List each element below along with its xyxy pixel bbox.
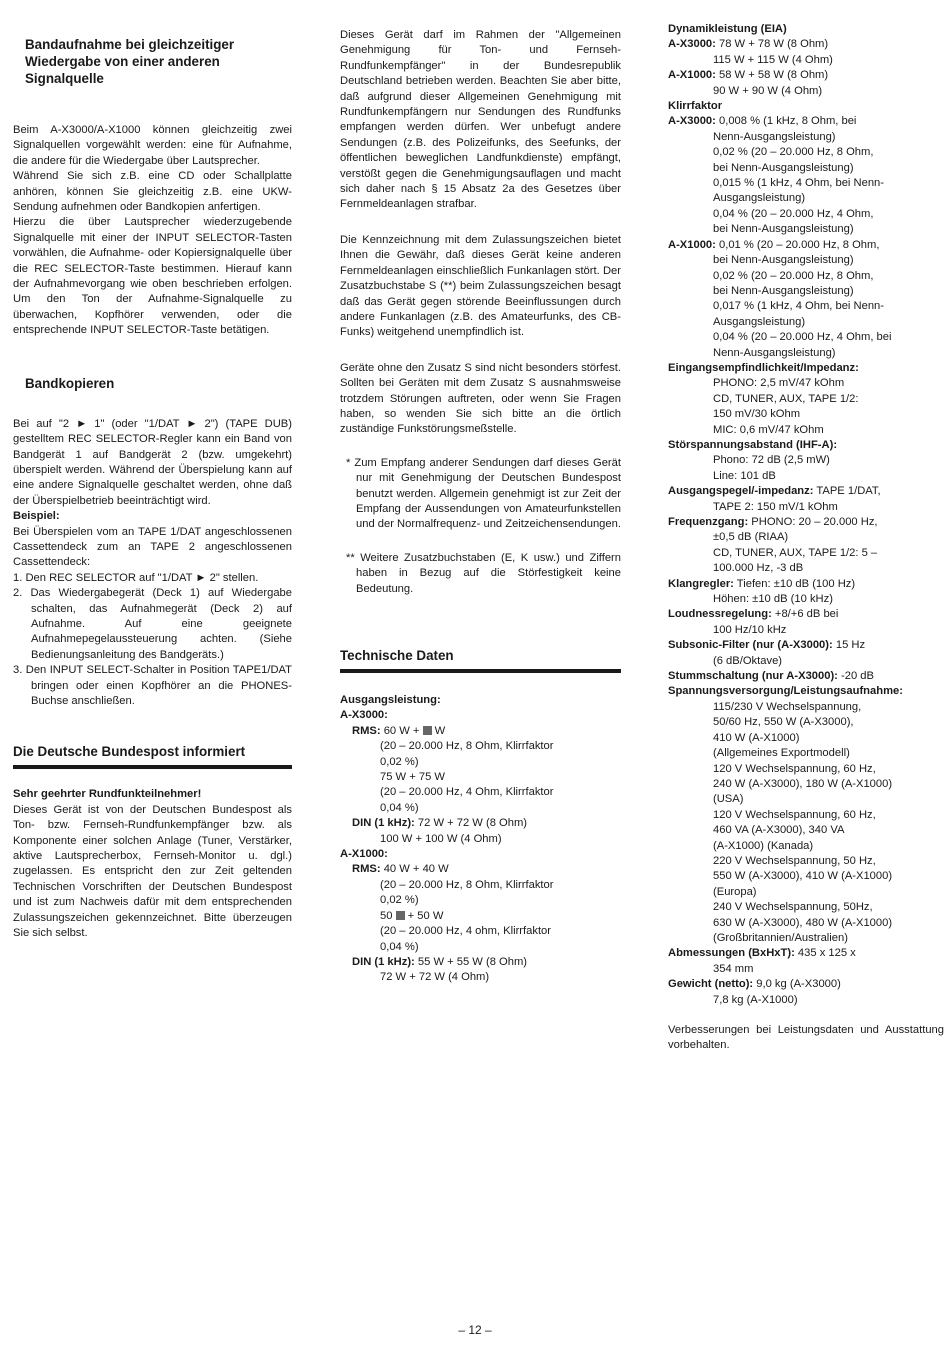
spec-line: 115/230 V Wechselspannung, — [713, 700, 862, 713]
spec-line: 0,02 %) — [380, 894, 419, 907]
footnote: ** Weitere Zusatzbuchstaben (E, K usw.) und Ziffern haben in Bezug auf die Störfestigkeit keine Bedeutung. — [346, 551, 621, 595]
spec-line: 240 W (A-X3000), 180 W (A-X1000) — [713, 777, 893, 790]
spec-line: Phono: 72 dB (2,5 mW) — [713, 454, 830, 467]
spec-line: 100 W + 100 W (4 Ohm) — [380, 832, 502, 845]
spec-line: RMS: 60 W + W — [352, 724, 446, 737]
spec-line: bei Nenn-Ausgangsleistung) — [713, 161, 854, 174]
paragraph: Dieses Gerät darf im Rahmen der "Allgemeinen Genehmigung für Ton- und Fernseh-Rundfunkempfänger" in der Bundesrepublik Deutschland betrieben werden. Beachten Sie aber bitte, daß aufgrund dieser Allgemeinen Genehmigung mit Rundfunkempfängern nur Sendungen des Rundfunks empfangen werden dürfen. Wer unbefugt andere Sendungen (z.B. des Polizeifunks, des Seefunks, der öffentlichen beweglichen Landfunkdienste) empfängt, verstößt gegen die Genehmigungsauflagen und macht sich daher nach § 15 Absatz 2a des Gesetzes über Fernmeldeanlagen strafbar. — [340, 29, 621, 211]
spec-line: 0,04 %) — [380, 940, 419, 953]
spec-line: (Großbritannien/Australien) — [713, 931, 848, 944]
spec-line: A-X3000: 0,008 % (1 kHz, 8 Ohm, bei — [668, 115, 857, 128]
spec-line: 0,017 % (1 kHz, 4 Ohm, bei Nenn- — [713, 300, 884, 313]
spec-line: Ausgangsleistung) — [713, 192, 806, 205]
spec-line: Nenn-Ausgangsleistung) — [713, 130, 836, 143]
spec-line: 354 mm — [713, 962, 754, 975]
spec-line: Abmessungen (BxHxT): 435 x 125 x — [668, 947, 856, 960]
spec-line: (Allgemeines Exportmodell) — [713, 747, 850, 760]
spec-line: 0,015 % (1 kHz, 4 Ohm, bei Nenn- — [713, 177, 884, 190]
spec-line: bei Nenn-Ausgangsleistung) — [713, 284, 854, 297]
spec-label: Ausgangsleistung: — [340, 694, 441, 706]
spec-line: DIN (1 kHz): 72 W + 72 W (8 Ohm) — [352, 817, 527, 830]
spec-line: (A-X1000) (Kanada) — [713, 839, 814, 852]
column-left — [13, 28, 292, 941]
spec-line: TAPE 2: 150 mV/1 kOhm — [713, 500, 838, 513]
spec-line: (20 – 20.000 Hz, 8 Ohm, Klirrfaktor — [380, 878, 554, 891]
spec-line: 0,04 % (20 – 20.000 Hz, 4 Ohm, — [713, 207, 874, 220]
spec-line: A-X1000: 58 W + 58 W (8 Ohm) — [668, 69, 829, 82]
spec-line: Subsonic-Filter (nur (A-X3000): 15 Hz — [668, 639, 866, 652]
paragraph: Geräte ohne den Zusatz S sind nicht besonders störfest. Sollten bei Geräten mit dem Zusatz S ausnahmsweise trotzdem Störungen auftreten, oder wenn Sie Fragen haben, so wenden Sie sich bitte an die örtlich zuständige Funkstörungsmeßstelle. — [340, 361, 621, 436]
spec-label: Dynamikleistung (EIA) — [668, 23, 787, 35]
spec-line: 50 + 50 W — [380, 909, 444, 922]
spec-line: 550 W (A-X3000), 410 W (A-X1000) — [713, 870, 893, 883]
footnote: * Zum Empfang anderer Sendungen darf dieses Gerät nur mit Genehmigung der Deutschen Bundespost benutzt werden. Allgemein genehmigt ist zur Zeit der Empfang der Aussendungen von Amateurfunkstellen und der Normalfrequenz- und Zeitzeichensendungen. — [346, 456, 621, 531]
spec-line: Gewicht (netto): 9,0 kg (A-X3000) — [668, 978, 841, 991]
spec-line: 100 Hz/10 kHz — [713, 623, 787, 636]
spec-line: 0,02 % (20 – 20.000 Hz, 8 Ohm, — [713, 269, 874, 282]
spec-line: 115 W + 115 W (4 Ohm) — [713, 53, 833, 66]
list-item: 1. Den REC SELECTOR auf "1/DAT ► 2" stellen. — [13, 571, 259, 584]
spec-line: Nenn-Ausgangsleistung) — [713, 346, 836, 359]
spec-line: 100.000 Hz, -3 dB — [713, 562, 804, 575]
spec-line: bei Nenn-Ausgangsleistung) — [713, 223, 854, 236]
spec-line: DIN (1 kHz): 55 W + 55 W (8 Ohm) — [352, 955, 527, 968]
heading-technical-data: Technische Daten — [340, 648, 454, 663]
spec-line: 150 mV/30 kOhm — [713, 408, 801, 421]
disclaimer-note: Verbesserungen bei Leistungsdaten und Ausstattung vorbehalten. — [668, 1024, 944, 1052]
spec-line: Ausgangsleistung) — [713, 315, 806, 328]
heading-tape-dubbing: Bandkopieren — [25, 375, 115, 391]
spec-line: (USA) — [713, 793, 744, 806]
paragraph: Während Sie sich z.B. eine CD oder Schallplatte anhören, können Sie gleichzeitig z.B. eine UKW-Sendung aufnehmen oder Bandkopien anfertigen. — [13, 170, 292, 214]
spec-line: 240 V Wechselspannung, 50Hz, — [713, 901, 873, 914]
spec-line: 0,04 %) — [380, 801, 419, 814]
spec-label: Spannungsversorgung/Leistungsaufnahme: — [668, 685, 903, 698]
spec-label: Eingangsempfindlichkeit/Impedanz: — [668, 361, 859, 374]
spec-line: RMS: 40 W + 40 W — [352, 863, 449, 876]
spec-label: Klirrfaktor — [668, 100, 723, 113]
spec-line: 75 W + 75 W — [380, 771, 445, 784]
heading-bundespost: Die Deutsche Bundespost informiert — [13, 744, 246, 760]
spec-line: Ausgangspegel/-impedanz: TAPE 1/DAT, — [668, 485, 881, 498]
spec-line: CD, TUNER, AUX, TAPE 1/2: — [713, 392, 859, 405]
illegible-square-icon — [423, 726, 432, 735]
paragraph: Die Kennzeichnung mit dem Zulassungszeichen bietet Ihnen die Gewähr, daß dieses Gerät keine anderen Fernmeldeanlagen einschließlich Funkanlagen stört. Der Zusatzbuchstabe S (**) beim Zulassungszeichen besagt daß das Gerät gegen störende Beeinflussungen durch andere Funkanlagen (z.B. des Amateurfunks, des CB-Funks) weitgehend unempfindlich ist. — [340, 233, 621, 339]
spec-line: 120 V Wechselspannung, 60 Hz, — [713, 808, 876, 821]
spec-line: A-X1000: 0,01 % (20 – 20.000 Hz, 8 Ohm, — [668, 238, 880, 251]
paragraph: Bei Überspielen vom an TAPE 1/DAT angeschlossenen Cassettendeck zum an TAPE 2 angeschlossenen Cassettendeck: — [13, 525, 292, 569]
model-label: A-X3000: — [340, 709, 388, 722]
paragraph: Beim A-X3000/A-X1000 können gleichzeitig zwei Signalquellen vorgewählt werden: eine für Aufnahme, die andere für die Wiedergabe über Lautsprecher. — [13, 124, 292, 167]
spec-line: (20 – 20.000 Hz, 8 Ohm, Klirrfaktor — [380, 740, 554, 753]
spec-line: 460 VA (A-X3000), 340 VA — [713, 824, 845, 837]
paragraph: Dieses Gerät ist von der Deutschen Bundespost als Ton- bzw. Fernseh-Rundfunkempfänger bzw. als Komponente einer solchen Anlage (Tuner, Verstärker, aktive Lautsprecherbox, Fernseh-Monitor u. dgl.) zugelassen. Es entspricht den zur Zeit geltenden Technischen Vorschriften der Deutschen Bundespost und ist zum Nachweis dafür mit dem entsprechenden Zulassungszeichen gekennzeichnet. Bitte überzeugen Sie sich selbst. — [13, 803, 292, 940]
heading-rule — [340, 669, 621, 673]
spec-line: Loudnessregelung: +8/+6 dB bei — [668, 608, 839, 621]
spec-line: 72 W + 72 W (4 Ohm) — [380, 971, 490, 984]
spec-line: 90 W + 90 W (4 Ohm) — [713, 84, 823, 97]
column-right — [668, 22, 944, 1054]
paragraph: Hierzu die über Lautsprecher wiederzugebende Signalquelle mit einer der INPUT SELECTOR-Tasten vorwählen, die Aufnahme- oder Kopiersignalquelle über die REC SELECTOR-Taste bestimmen. Hierauf kann der Aufnahmevorgang wie oben beschrieben erfolgen. Um den Ton der Aufnahme-Signalquelle zu überwachen, Kopfhörer verwenden, oder die entsprechende INPUT SELECTOR-Taste betätigen. — [13, 216, 292, 337]
spec-line: 120 V Wechselspannung, 60 Hz, — [713, 762, 876, 775]
spec-line: Klangregler: Tiefen: ±10 dB (100 Hz) — [668, 577, 856, 590]
spec-line: CD, TUNER, AUX, TAPE 1/2: 5 – — [713, 546, 878, 559]
spec-line: Höhen: ±10 dB (10 kHz) — [713, 593, 833, 606]
spec-line: 630 W (A-X3000), 480 W (A-X1000) — [713, 916, 893, 929]
example-label: Beispiel: — [13, 510, 60, 523]
spec-line: (6 dB/Oktave) — [713, 654, 783, 667]
page-number: – 12 – — [458, 1323, 492, 1337]
spec-line: 0,04 % (20 – 20.000 Hz, 4 Ohm, bei — [713, 331, 892, 344]
spec-line: (Europa) — [713, 885, 757, 898]
spec-line: bei Nenn-Ausgangsleistung) — [713, 254, 854, 267]
spec-line: A-X3000: 78 W + 78 W (8 Ohm) — [668, 38, 829, 51]
spec-line: 0,02 % (20 – 20.000 Hz, 8 Ohm, — [713, 146, 874, 159]
section-rule-heading — [13, 743, 292, 769]
section-rule-heading — [340, 647, 621, 673]
spec-line: 50/60 Hz, 550 W (A-X3000), — [713, 716, 854, 729]
column-middle — [340, 28, 621, 986]
list-item: 3. Den INPUT SELECT-Schalter in Position TAPE1/DAT bringen oder einen Kopfhörer an die PHONES-Buchse anschließen. — [13, 664, 292, 707]
model-label: A-X1000: — [340, 848, 388, 861]
spec-line: Stummschaltung (nur A-X3000): -20 dB — [668, 670, 874, 683]
spec-line: 7,8 kg (A-X1000) — [713, 993, 798, 1006]
spec-line: Frequenzgang: PHONO: 20 – 20.000 Hz, — [668, 516, 878, 528]
spec-line: 220 V Wechselspannung, 50 Hz, — [713, 854, 876, 867]
paragraph: Bei auf "2 ► 1" (oder "1/DAT ► 2") (TAPE DUB) gestelltem REC SELECTOR-Regler kann ein Band von Bandgerät 1 auf Bandgerät 2 (bzw. umgekehrt) überspielt werden. Während der Überspielung kann auf eine andere Signalquelle geschaltet werden, ohne daß der Überspielbetrieb beeinträchtigt wird. — [13, 417, 292, 507]
illegible-square-icon — [396, 911, 405, 920]
spec-line: (20 – 20.000 Hz, 4 ohm, Klirrfaktor — [380, 925, 551, 938]
spec-line: Line: 101 dB — [713, 469, 776, 482]
list-item: 2. Das Wiedergabegerät (Deck 1) auf Wiedergabe schalten, das Aufnahmegerät (Deck 2) auf Aufnahme. Auf eine geeignete Aufnahmepegelaussteuerung achten. (Siehe Bedienungsanleitung des Bandgeräts.) — [13, 587, 292, 661]
heading-rule — [13, 765, 292, 769]
spec-label: Störspannungsabstand (IHF-A): — [668, 438, 838, 451]
spec-line: MIC: 0,6 mV/47 kOhm — [713, 423, 824, 436]
spec-line: PHONO: 2,5 mV/47 kOhm — [713, 377, 845, 390]
subheading-listener: Sehr geehrter Rundfunkteilnehmer! — [13, 788, 202, 801]
spec-line: ±0,5 dB (RIAA) — [713, 531, 789, 544]
spec-line: 410 W (A-X1000) — [713, 731, 800, 744]
heading-simultaneous-recording: Bandaufnahme bei gleichzeitiger Wiedergabe von einer anderen Signalquelle — [25, 37, 235, 86]
spec-line: 0,02 %) — [380, 755, 419, 768]
spec-line: (20 – 20.000 Hz, 4 Ohm, Klirrfaktor — [380, 786, 554, 799]
